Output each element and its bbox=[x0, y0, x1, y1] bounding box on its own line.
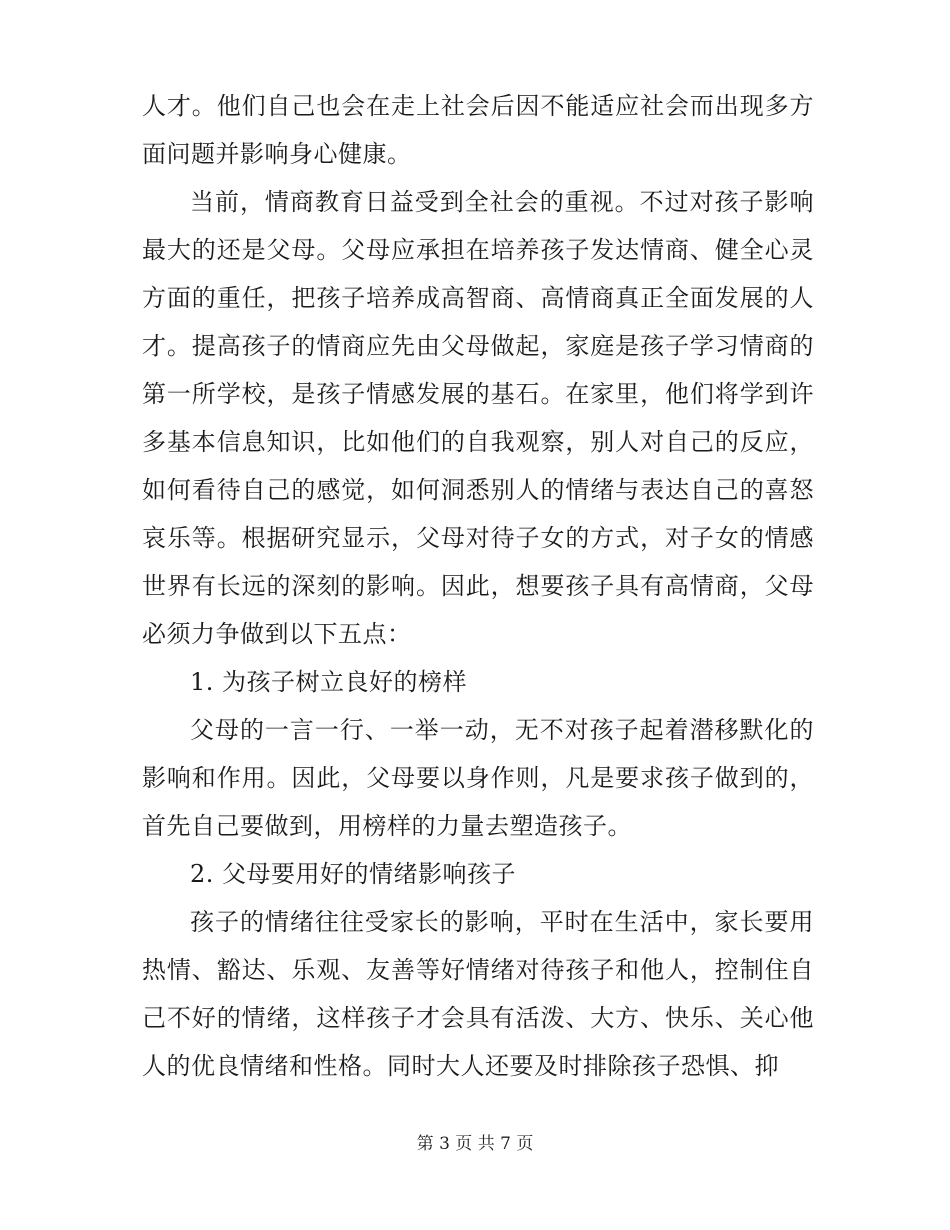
paragraph-line: 面问题并影响身心健康。 bbox=[142, 140, 412, 168]
paragraph-line: 影响和作用。因此，父母要以身作则，凡是要求孩子做到的， bbox=[142, 764, 814, 792]
paragraph-line: 多基本信息知识，比如他们的自我观察，别人对自己的反应， bbox=[142, 428, 814, 456]
paragraph-line: 最大的还是父母。父母应承担在培养孩子发达情商、健全心灵 bbox=[142, 236, 814, 264]
paragraph-line: 人才。他们自己也会在走上社会后因不能适应社会而出现多方 bbox=[142, 92, 814, 120]
paragraph-line: 方面的重任，把孩子培养成高智商、高情商真正全面发展的人 bbox=[142, 284, 814, 312]
paragraph-line: 世界有长远的深刻的影响。因此，想要孩子具有高情商，父母 bbox=[142, 572, 814, 600]
paragraph-line: 才。提高孩子的情商应先由父母做起，家庭是孩子学习情商的 bbox=[142, 332, 814, 360]
section-heading: 1. 为孩子树立良好的榜样 bbox=[190, 668, 468, 696]
paragraph-line: 首先自己要做到，用榜样的力量去塑造孩子。 bbox=[142, 812, 632, 840]
page-footer: 第 3 页 共 7 页 bbox=[416, 1134, 534, 1154]
paragraph-line: 己不好的情绪，这样孩子才会具有活泼、大方、快乐、关心他 bbox=[142, 1004, 814, 1032]
paragraph-line: 人的优良情绪和性格。同时大人还要及时排除孩子恐惧、抑 bbox=[142, 1052, 779, 1080]
paragraph-line: 如何看待自己的感觉，如何洞悉别人的情绪与表达自己的喜怒 bbox=[142, 476, 814, 504]
paragraph-line: 哀乐等。根据研究显示，父母对待子女的方式，对子女的情感 bbox=[142, 524, 814, 552]
paragraph-line: 必须力争做到以下五点： bbox=[142, 620, 412, 648]
paragraph-line: 父母的一言一行、一举一动，无不对孩子起着潜移默化的 bbox=[190, 716, 814, 744]
paragraph-line: 第一所学校，是孩子情感发展的基石。在家里，他们将学到许 bbox=[142, 380, 814, 408]
document-body bbox=[142, 82, 814, 1090]
paragraph-line: 孩子的情绪往往受家长的影响，平时在生活中，家长要用 bbox=[190, 908, 814, 936]
section-heading: 2. 父母要用好的情绪影响孩子 bbox=[190, 860, 517, 888]
paragraph-line: 热情、豁达、乐观、友善等好情绪对待孩子和他人，控制住自 bbox=[142, 956, 814, 984]
paragraph-line: 当前，情商教育日益受到全社会的重视。不过对孩子影响 bbox=[190, 188, 814, 216]
